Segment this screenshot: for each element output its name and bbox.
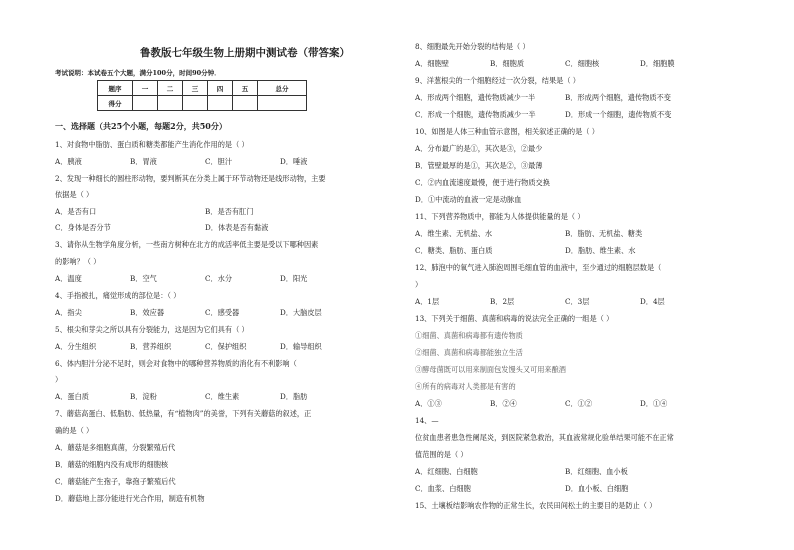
option: A．是否有口 — [55, 207, 97, 216]
score-cell: 得分 — [98, 96, 133, 111]
score-cell: 题序 — [98, 81, 133, 96]
question-7-cont: 确的是（ ） — [55, 426, 94, 435]
option: D．脂肪 — [280, 392, 308, 401]
option: B．蘑菇的细胞内没有成形的细胞核 — [55, 460, 169, 469]
statement: ④所有的病毒对人类都是有害的 — [415, 382, 516, 391]
option: B．②④ — [490, 399, 517, 408]
score-blank[interactable] — [258, 96, 307, 111]
option: C．糖类、脂肪、蛋白质 — [415, 246, 493, 255]
score-blank[interactable] — [233, 96, 258, 111]
question-8: 8、细胞最先开始分裂的结构是（ ） — [415, 42, 530, 51]
option: B．是否有肛门 — [205, 207, 254, 216]
section-heading: 一、选择题（共25个小题，每题2分，共50分） — [55, 121, 227, 131]
question-9: 9、洋葱根尖的一个细胞经过一次分裂，结果是（ ） — [415, 76, 580, 85]
option: C．蘑菇能产生孢子，靠孢子繁殖后代 — [55, 477, 176, 486]
option: C．胆汁 — [205, 157, 233, 166]
option: D．体表是否有黏液 — [205, 223, 269, 232]
score-blank[interactable] — [158, 96, 183, 111]
question-14-cont: 位贫血患者患急性阑尾炎，到医院紧急救治，其血液常规化验单结果可能不在正常 — [415, 433, 674, 442]
question-7: 7、蘑菇高蛋白、低脂肪、低热量，有“植物肉”的美誉，下列有关蘑菇的叙述，正 — [55, 409, 312, 418]
option: C．水分 — [205, 274, 233, 283]
option: D．4层 — [640, 297, 665, 306]
question-6: 6、体内胆汁分泌不足时，则会对食物中的哪种营养物质的消化有不利影响（ — [55, 359, 297, 368]
score-table-score-row — [98, 96, 307, 111]
question-4: 4、手指被扎，痛觉形成的部位是：（ ） — [55, 291, 181, 300]
option: D．阳光 — [280, 274, 308, 283]
option: A．红细胞、白细胞 — [415, 467, 478, 476]
question-3: 3、请你从生物学角度分析，一些南方树种在北方的成活率低主要是受以下哪种因素 — [55, 240, 319, 249]
option: D．脂肪、维生素、水 — [565, 246, 636, 255]
option: B．管壁最厚的是①，其次是②，③最薄 — [415, 161, 543, 170]
option: D．蘑菇地上部分能进行光合作用，制造有机物 — [55, 494, 205, 503]
option: D．①中流动的血液一定是动脉血 — [415, 195, 522, 204]
question-2-cont: 依据是（ ） — [55, 190, 94, 199]
question-13: 13、下列关于细菌、真菌和病毒的说法完全正确的一组是（ ） — [415, 314, 614, 323]
option: A．形成两个细胞，遗传物质减少一半 — [415, 93, 536, 102]
option: B．细胞质 — [490, 59, 525, 68]
question-14: 14、— — [415, 416, 439, 425]
score-cell: 三 — [183, 81, 208, 96]
score-table — [97, 80, 307, 111]
option: B．胃液 — [130, 157, 157, 166]
page-title: 鲁教版七年级生物上册期中测试卷（带答案） — [140, 47, 350, 59]
option: C．②内血流速度最慢，便于进行物质交换 — [415, 178, 550, 187]
score-cell: 二 — [158, 81, 183, 96]
option: D．唾液 — [280, 157, 308, 166]
option: A．1层 — [415, 297, 440, 306]
question-1: 1、对食物中脂肪、蛋白质和糖类都能产生消化作用的是（ ） — [55, 140, 249, 149]
score-blank[interactable] — [133, 96, 158, 111]
option: D．①④ — [640, 399, 668, 408]
option: A．指尖 — [55, 308, 82, 317]
statement: ③酵母菌既可以用来制面包发馒头又可用来酿酒 — [415, 365, 566, 374]
option: B．形成两个细胞，遗传物质不变 — [565, 93, 671, 102]
option: B．效应器 — [130, 308, 165, 317]
option: B．营养组织 — [130, 342, 172, 351]
question-12: 12、肺泡中的氧气进入肺泡周围毛细血管的血液中，至少通过的细胞层数是（ — [415, 263, 662, 272]
option: B．淀粉 — [130, 392, 157, 401]
option: B．脂肪、无机盐、糖类 — [565, 229, 643, 238]
option: D．输导组织 — [280, 342, 322, 351]
option: B．2层 — [490, 297, 515, 306]
question-3-cont: 的影响？（ ） — [55, 257, 101, 266]
option: A．分生组织 — [55, 342, 97, 351]
question-11: 11、下列营养物质中，都能为人体提供能量的是（ ） — [415, 212, 585, 221]
question-12-cont: ） — [415, 280, 423, 289]
option: C．3层 — [565, 297, 590, 306]
exam-note: 考试说明：本试卷五个大题，满分100分，时间90分钟． — [55, 69, 221, 77]
score-table-header-row — [98, 81, 307, 96]
score-cell: 总分 — [258, 81, 307, 96]
option: A．胰液 — [55, 157, 82, 166]
option: C．细胞核 — [565, 59, 600, 68]
option: A．温度 — [55, 274, 82, 283]
score-cell: 一 — [133, 81, 158, 96]
option: C．①② — [565, 399, 593, 408]
option: C．身体是否分节 — [55, 223, 111, 232]
option: A．蛋白质 — [55, 392, 89, 401]
score-blank[interactable] — [183, 96, 208, 111]
score-blank[interactable] — [208, 96, 233, 111]
option: D．形成一个细胞，遗传物质不变 — [565, 110, 672, 119]
option: B．红细胞、血小板 — [565, 467, 628, 476]
option: D．大脑皮层 — [280, 308, 322, 317]
statement: ①细菌、真菌和病毒都有遗传物质 — [415, 331, 523, 340]
question-14-cont: 值范围的是（ ） — [415, 450, 468, 459]
option: C．保护组织 — [205, 342, 247, 351]
option: A．①③ — [415, 399, 442, 408]
option: C．感受器 — [205, 308, 240, 317]
question-15: 15、土壤板结影响农作物的正常生长，农民田间松土的主要目的是防止（ ） — [415, 501, 657, 510]
question-5: 5、根尖和芽尖之所以具有分裂能力，这是因为它们具有（ ） — [55, 325, 249, 334]
question-6-cont: ） — [55, 375, 63, 384]
statement: ②细菌、真菌和病毒都能独立生活 — [415, 348, 523, 357]
question-10: 10、如图是人体三种血管示意图，相关叙述正确的是（ ） — [415, 127, 599, 136]
option: D．血小板、白细胞 — [565, 484, 629, 493]
score-cell: 五 — [233, 81, 258, 96]
option: A．细胞壁 — [415, 59, 449, 68]
question-2: 2、发现一种细长的圆柱形动物，要判断其在分类上属于环节动物还是线形动物，主要 — [55, 174, 326, 183]
option: C．血浆、白细胞 — [415, 484, 471, 493]
option: A．分布最广的是①，其次是③，②最少 — [415, 144, 543, 153]
score-cell: 四 — [208, 81, 233, 96]
option: A．蘑菇是多细胞真菌，分裂繁殖后代 — [55, 443, 176, 452]
option: C．形成一个细胞，遗传物质减少一半 — [415, 110, 536, 119]
option: D．细胞膜 — [640, 59, 675, 68]
option: A．维生素、无机盐、水 — [415, 229, 493, 238]
option: C．维生素 — [205, 392, 240, 401]
option: B．空气 — [130, 274, 157, 283]
